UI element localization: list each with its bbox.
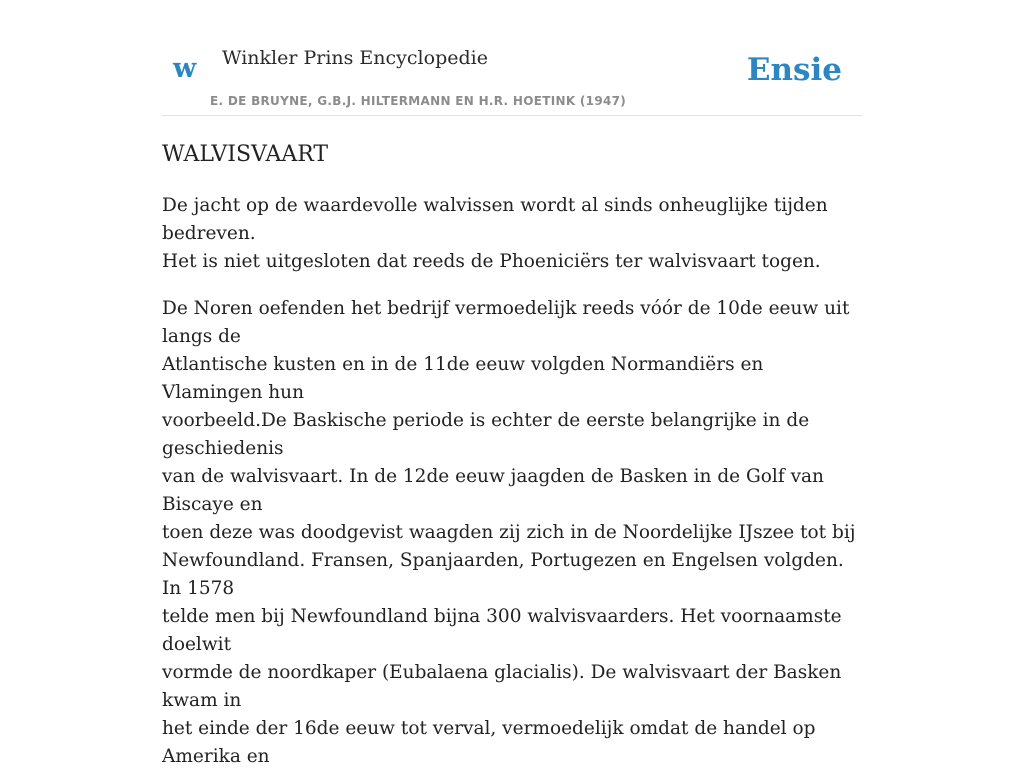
source-logo[interactable]: w bbox=[173, 53, 197, 84]
source-title[interactable]: Winkler Prins Encyclopedie bbox=[222, 47, 488, 69]
article bbox=[162, 138, 862, 771]
brand-logo[interactable]: Ensie bbox=[746, 52, 842, 88]
source-authors: E. DE BRUYNE, G.B.J. HILTERMANN EN H.R. HOETINK (1947) bbox=[210, 94, 627, 108]
source-header bbox=[162, 30, 862, 116]
article-paragraph: De Noren oefenden het bedrijf vermoedelijk reeds vóór de 10de eeuw uit langs de Atlantische kusten en in de 11de eeuw volgden Normandiërs en Vlamingen hun voorbeeld.De Baskische periode is echter de eerste belangrijke in de geschiedenis van de walvisvaart. In de 12de eeuw jaagden de Basken in de Golf van Biscaye en toen deze was doodgevist waagden zij zich in de Noordelijke IJszee tot bij Newfoundland. Fransen, Spanjaarden, Portugezen en Engelsen volgden. In 1578 telde men bij Newfoundland bijna 300 walvisvaarders. Het voornaamste doelwit vormde de noordkaper (Eubalaena glacialis). De walvisvaart der Basken kwam in het einde der 16de eeuw tot verval, vermoedelijk omdat de handel op Amerika en bbox=[162, 298, 856, 767]
article-paragraph: De jacht op de waardevolle walvissen wordt al sinds onheuglijke tijden bedreven. Het is niet uitgesloten dat reeds de Phoeniciërs ter walvisvaart togen. bbox=[162, 195, 828, 272]
article-title: WALVISVAART bbox=[162, 142, 329, 167]
